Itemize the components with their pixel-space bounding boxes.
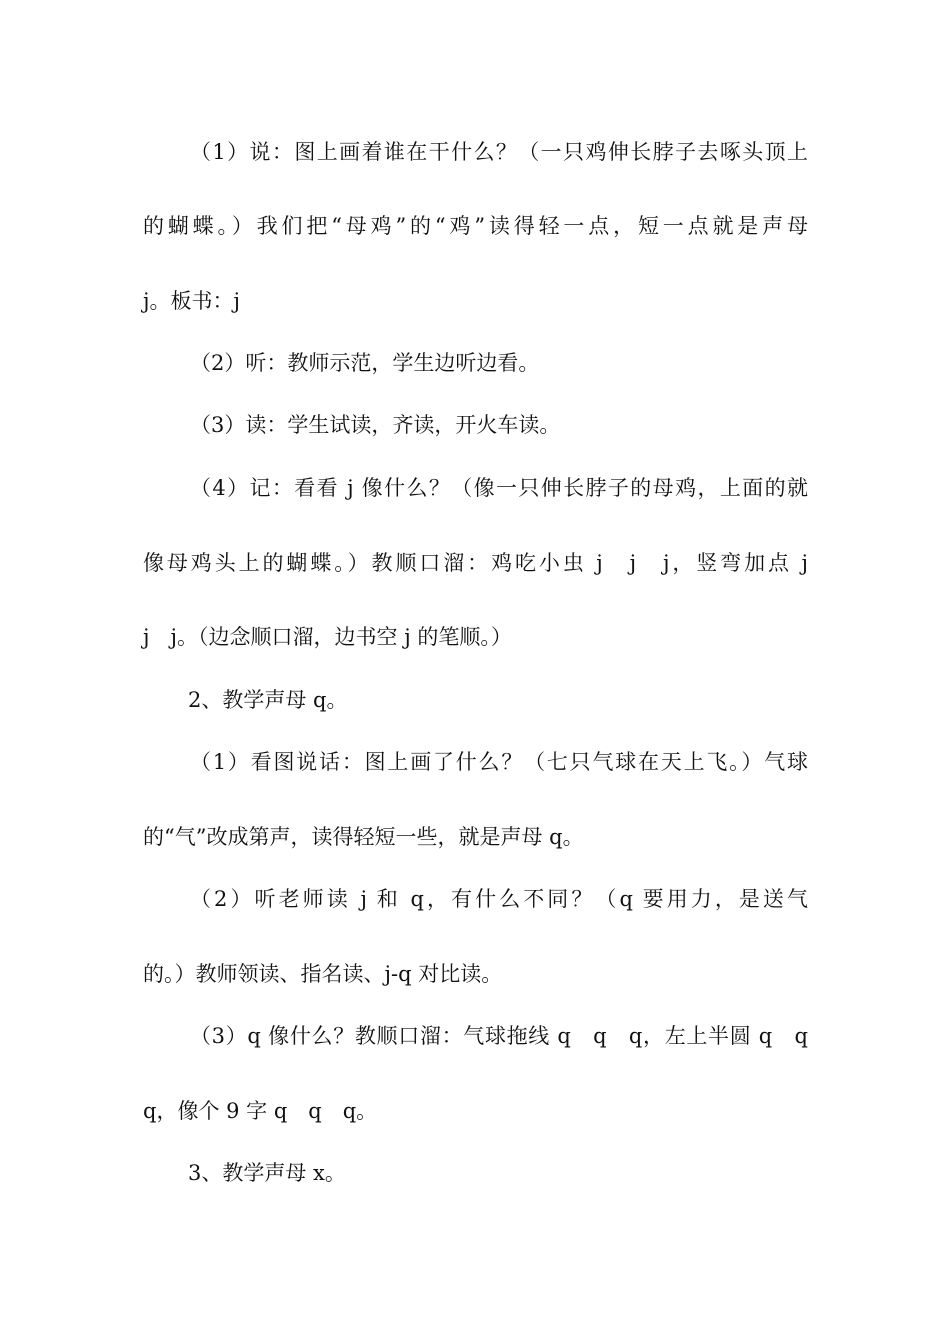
paragraph-line-6: （4）记：看看 j 像什么？（像一只伸长脖子的母鸡，上面的就 [190,476,808,500]
paragraph-line-12: （2）听老师读 j 和 q，有什么不同？（q 要用力，是送气 [190,887,808,911]
paragraph-line-10: （1）看图说话：图上画了什么？（七只气球在天上飞。）气球 [190,750,808,774]
paragraph-line-5: （3）读：学生试读，齐读，开火车读。 [190,413,561,437]
section-heading-2: 2、教学声母 q。 [188,688,348,712]
paragraph-line-13: 的。）教师领读、指名读、j-q 对比读。 [143,962,503,986]
paragraph-line-8: j j。（边念顺口溜，边书空 j 的笔顺。） [143,625,512,649]
paragraph-line-1: （1）说：图上画着谁在干什么？（一只鸡伸长脖子去啄头顶上 [190,140,808,164]
paragraph-line-11: 的“气”改成第声，读得轻短一些，就是声母 q。 [143,825,584,849]
paragraph-line-14: （3）q 像什么？教顺口溜：气球拖线 q q q，左上半圆 q q [190,1024,808,1048]
paragraph-line-15: q，像个 9 字 q q q。 [143,1099,378,1123]
paragraph-line-7: 像母鸡头上的蝴蝶。）教顺口溜：鸡吃小虫 j j j，竖弯加点 j [143,551,808,575]
paragraph-line-2: 的蝴蝶。）我们把“母鸡”的“鸡”读得轻一点，短一点就是声母 [143,214,808,238]
paragraph-line-4: （2）听：教师示范，学生边听边看。 [190,351,540,375]
section-heading-3: 3、教学声母 x。 [188,1161,346,1185]
paragraph-line-3: j。板书：j [143,289,241,313]
